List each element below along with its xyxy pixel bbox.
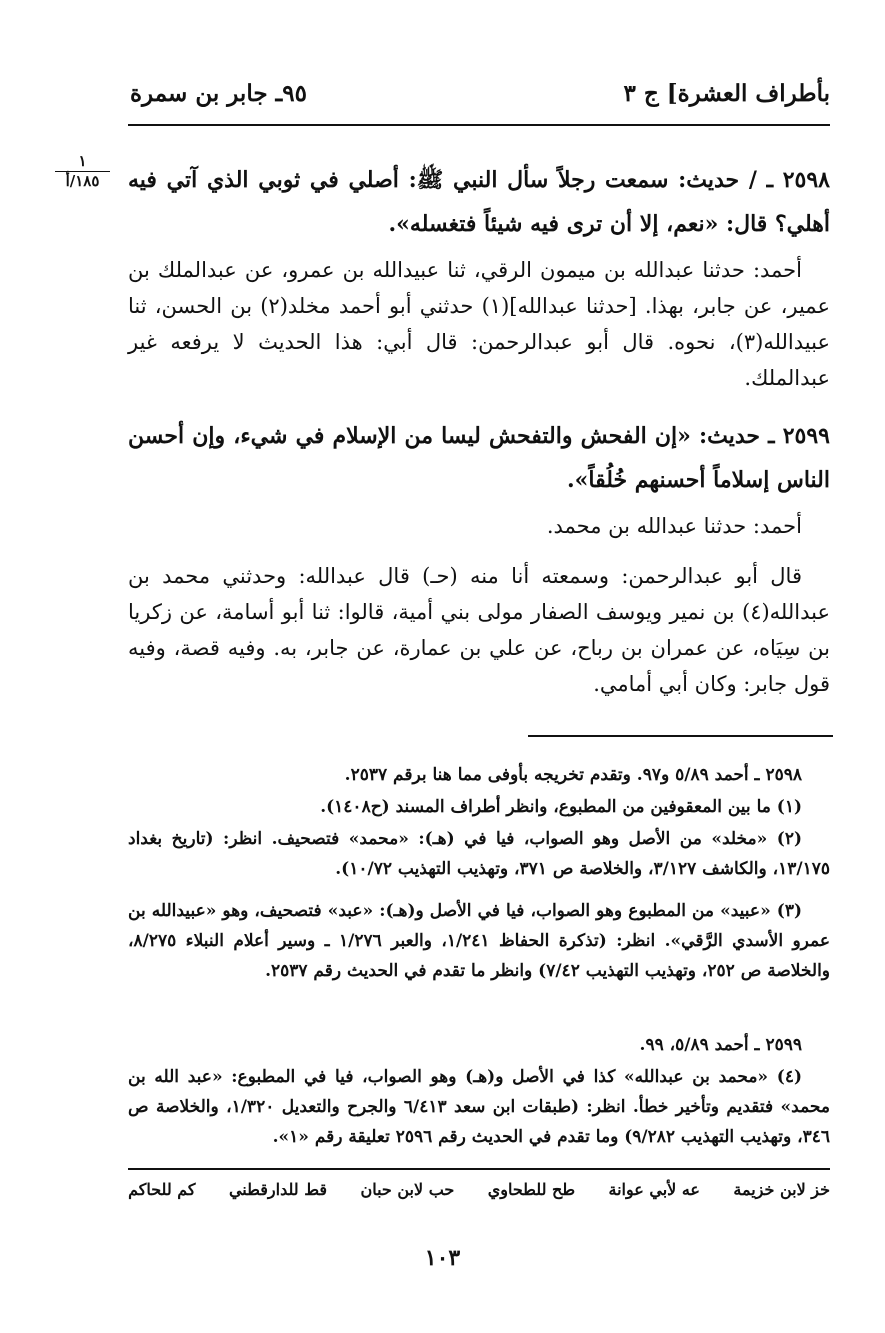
footnote-separator (528, 735, 833, 737)
abbr-abu-awanah: عه لأبي عوانة (608, 1180, 700, 1199)
hadith-2599-text: ٢٥٩٩ ـ حديث: «إن الفحش والتفحش ليسا من الإسلام في شيء، وإن أحسن الناس إسلاماً أحسنهم خُلُقاً». (128, 423, 830, 493)
footnote-2599: ٢٥٩٩ ـ أحمد ٥/٨٩، ٩٩. (639, 1035, 802, 1055)
hadith-2598-chain: أحمد: حدثنا عبدالله بن ميمون الرقي، ثنا عبيدالله بن عمرو، عن عبدالملك بن عمير، عن جابر، بهذا. [حدثنا عبدالله](١) حدثني أبو أحمد مخلد(٢) بن الحسن، ثنا عبيدالله(٣)، نحوه. قال أبو عبدالرحمن: قال أبي: هذا الحديث لا يرفعه غير عبدالملك. (128, 258, 830, 390)
abbreviations-key (128, 1180, 830, 1199)
footnote-3: (٣) «عبيد» من المطبوع وهو الصواب، فيا في الأصل و(هـ): «عبد» فتصحيف، وهو «عبيدالله بن عمرو الأسدي الرَّقي». انظر: (تذكرة الحفاظ ١/٢٤١، والعبر ١/٢٧٦ ـ وسير أعلام النبلاء ٨/٢٧٥، والخلاصة ص ٢٥٢، وتهذيب التهذيب ٧/٤٢) وانظر ما تقدم في الحديث رقم ٢٥٣٧. (128, 901, 831, 981)
abbr-ibn-khuzaymah: خز لابن خزيمة (733, 1180, 830, 1199)
abbr-ibn-hibban: حب لابن حبان (360, 1180, 455, 1199)
footnote-2598: ٢٥٩٨ ـ أحمد ٥/٨٩ و٩٧. وتقدم تخريجه بأوفى مما هنا برقم ٢٥٣٧. (344, 765, 802, 785)
running-title: بأطراف العشرة] ج ٣ (623, 80, 830, 107)
abbr-tahawi: طح للطحاوي (487, 1180, 576, 1199)
abbreviations-rule (128, 1168, 830, 1170)
abbr-daraqutni: قط للدارقطني (228, 1180, 328, 1199)
header-rule (128, 124, 830, 126)
margin-note-reference: ١٨٥/أ (65, 172, 100, 190)
margin-note (55, 152, 110, 190)
footnote-1: (١) ما بين المعقوفين من المطبوع، وانظر أطراف المسند (ح١٤٠٨). (320, 797, 802, 817)
abbr-hakim: كم للحاكم (128, 1180, 196, 1199)
footnote-2: (٢) «مخلد» من الأصل وهو الصواب، فيا في (هـ): «محمد» فتصحيف. انظر: (تاريخ بغداد ١٣/١٧٥، والكاشف ٣/١٢٧، والخلاصة ص ٣٧١، وتهذيب التهذيب ١٠/٧٢). (128, 829, 830, 879)
margin-note-number: ١ (55, 152, 110, 172)
hadith-2599-chain-2: قال أبو عبدالرحمن: وسمعته أنا منه (حـ) قال عبدالله: وحدثني محمد بن عبدالله(٤) بن نمير ويوسف الصفار مولى بني أمية، قالوا: ثنا أبو أسامة، عن زكريا بن سِيَاه، عن عمران بن رباح، عن علي بن عمارة، عن جابر، به. وفيه قصة، وفيه قول جابر: وكان أبي أمامي. (128, 564, 830, 696)
page-number: ١٠٣ (424, 1245, 461, 1271)
hadith-2598-text: ٢٥٩٨ ـ / حديث: سمعت رجلاً سأل النبي ﷺ: أصلي في ثوبي الذي آتي فيه أهلي؟ قال: «نعم، إلا أن ترى فيه شيئاً فتغسله». (128, 167, 830, 237)
hadith-2599-chain-1: أحمد: حدثنا عبدالله بن محمد. (546, 514, 802, 538)
footnote-4: (٤) «محمد بن عبدالله» كذا في الأصل و(هـ) وهو الصواب، فيا في المطبوع: «عبد الله بن محمد» فتقديم وتأخير خطأ. انظر: (طبقات ابن سعد ٦/٤١٣ والجرح والتعديل ١/٣٢٠، والخلاصة ص ٣٤٦، وتهذيب التهذيب ٩/٢٨٢) وما تقدم في الحديث رقم ٢٥٩٦ تعليقة رقم «١». (128, 1067, 830, 1147)
section-title: ٩٥ـ جابر بن سمرة (130, 80, 308, 107)
